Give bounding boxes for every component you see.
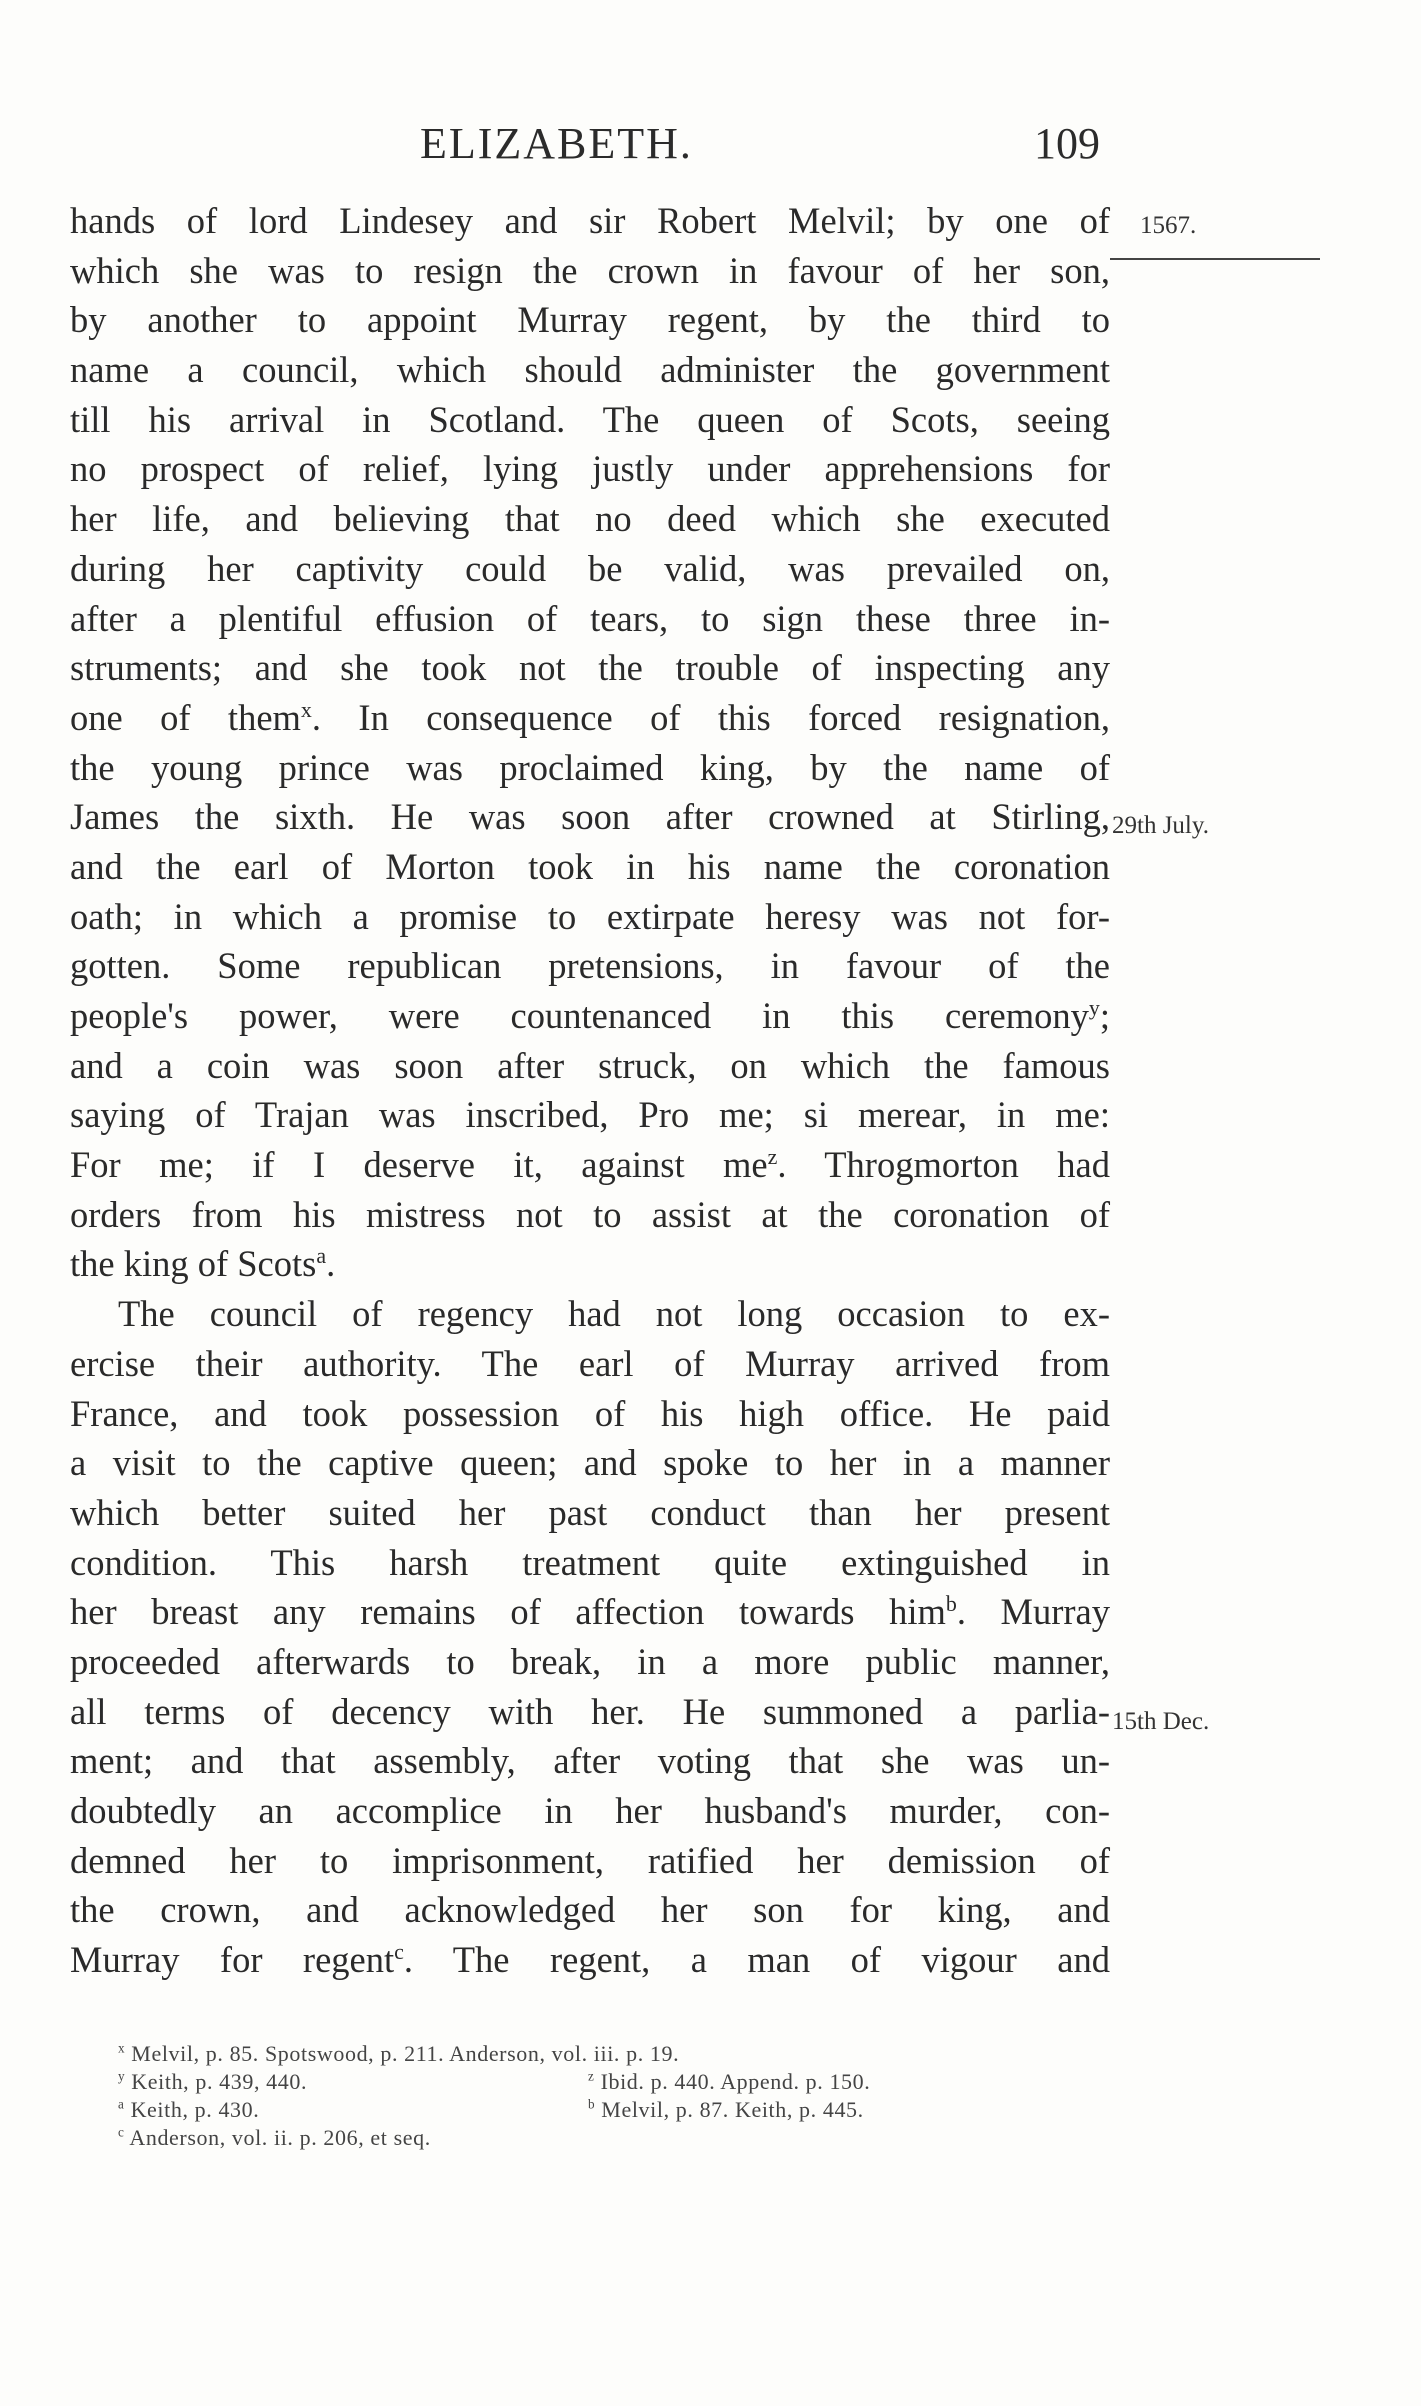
footnote-mark: c xyxy=(118,2124,125,2140)
margin-note-year: 1567. xyxy=(1140,212,1197,239)
line-text-after: . Murray xyxy=(956,1591,1111,1633)
text-line xyxy=(70,1587,1110,1637)
line-text: For me; if I deserve it, against me xyxy=(70,1144,768,1186)
line-text: proceeded afterwards to break, in a more public manner, xyxy=(70,1640,1110,1682)
line-text: oath; in which a promise to extirpate heresy was not for- xyxy=(70,895,1110,937)
footnote-mark: b xyxy=(588,2096,596,2112)
text-line xyxy=(70,246,1110,296)
line-text: ercise their authority. The earl of Murray arrived from xyxy=(70,1342,1110,1384)
line-text: which she was to resign the crown in favour of her son, xyxy=(70,249,1110,291)
line-text-after: ; xyxy=(1099,995,1110,1036)
footnote-text: Keith, p. 430. xyxy=(124,2097,260,2122)
line-text: till his arrival in Scotland. The queen of Scots, seeing xyxy=(70,398,1110,440)
text-line xyxy=(70,991,1110,1041)
line-text: and the earl of Morton took in his name the coronation xyxy=(70,845,1110,887)
footnote-ref: a xyxy=(316,1243,327,1269)
text-line xyxy=(70,1339,1110,1389)
line-text: gotten. Some republican pretensions, in favour of the xyxy=(70,945,1110,987)
line-text: demned her to imprisonment, ratified her demission of xyxy=(70,1839,1110,1881)
footnote xyxy=(118,2040,1118,2068)
text-line xyxy=(70,594,1110,644)
text-line xyxy=(70,494,1110,544)
text-line xyxy=(70,1438,1110,1488)
margin-rule xyxy=(1110,258,1320,260)
footnote-mark: z xyxy=(588,2068,595,2084)
text-line xyxy=(70,1389,1110,1439)
footnote-ref: b xyxy=(945,1591,957,1617)
line-text: her breast any remains of affection towards him xyxy=(70,1591,946,1633)
footnote-text: Melvil, p. 85. Spotswood, p. 211. Anderson, vol. iii. p. 19. xyxy=(125,2041,680,2066)
line-text: no prospect of relief, lying justly under apprehensions for xyxy=(70,448,1110,490)
text-line xyxy=(70,544,1110,594)
line-text-after: . Throgmorton had xyxy=(777,1144,1110,1186)
page-number: 109 xyxy=(1034,119,1100,168)
line-text: people's power, were countenanced in this ceremony xyxy=(70,995,1089,1036)
line-text: by another to appoint Murray regent, by the third to xyxy=(70,299,1110,341)
line-text: doubtedly an accomplice in her husband's murder, con- xyxy=(70,1790,1110,1831)
footnote xyxy=(118,2124,1118,2152)
line-text: the young prince was proclaimed king, by the name of xyxy=(70,746,1110,788)
line-text: her life, and believing that no deed which she executed xyxy=(70,498,1110,540)
text-line xyxy=(70,693,1110,743)
text-line xyxy=(70,1090,1110,1140)
text-line xyxy=(70,1239,1110,1289)
text-line xyxy=(70,196,1110,246)
line-text: France, and took possession of his high office. He paid xyxy=(70,1392,1110,1434)
footnote xyxy=(118,2068,1118,2096)
line-text: struments; and she took not the trouble of inspecting any xyxy=(70,647,1110,689)
line-text: all terms of decency with her. He summoned a parlia- xyxy=(70,1690,1110,1732)
page-header xyxy=(420,118,1100,178)
text-line xyxy=(70,842,1110,892)
body-text xyxy=(70,196,1110,1985)
text-line xyxy=(70,941,1110,991)
line-text: during her captivity could be valid, was prevailed on, xyxy=(70,547,1110,589)
margin-note-date-july: 29th July. xyxy=(1112,812,1209,839)
text-line xyxy=(70,892,1110,942)
line-text-after: . The regent, a man of vigour and xyxy=(403,1939,1110,1981)
text-line xyxy=(70,643,1110,693)
line-text: name a council, which should administer the government xyxy=(70,349,1110,391)
text-line xyxy=(70,395,1110,445)
footnote-text: Melvil, p. 87. Keith, p. 445. xyxy=(595,2097,864,2122)
text-line xyxy=(70,1289,1110,1339)
line-text: and a coin was soon after struck, on which the famous xyxy=(70,1044,1110,1086)
footnote-mark: a xyxy=(118,2096,125,2112)
footnote-ref: c xyxy=(394,1938,404,1964)
footnote-ref: z xyxy=(767,1143,778,1169)
running-title: ELIZABETH. xyxy=(420,119,693,168)
text-line xyxy=(70,1687,1110,1737)
line-text: saying of Trajan was inscribed, Pro me; si merear, in me: xyxy=(70,1094,1110,1136)
line-text-after: . In consequence of this forced resignation, xyxy=(311,696,1110,738)
text-line xyxy=(70,1637,1110,1687)
footnote-text: Ibid. p. 440. Append. p. 150. xyxy=(594,2069,871,2094)
line-text: one of them xyxy=(70,696,301,738)
line-text: the crown, and acknowledged her son for king, and xyxy=(70,1889,1110,1931)
text-line xyxy=(70,444,1110,494)
text-line xyxy=(70,1736,1110,1786)
line-text: hands of lord Lindesey and sir Robert Melvil; by one of xyxy=(70,200,1110,241)
footnote-ref: y xyxy=(1088,994,1100,1020)
line-text: ment; and that assembly, after voting that she was un- xyxy=(70,1740,1110,1782)
footnote-text: Anderson, vol. ii. p. 206, et seq. xyxy=(124,2125,431,2150)
footnote-text: Keith, p. 439, 440. xyxy=(125,2069,308,2094)
line-text-after: . xyxy=(326,1243,336,1285)
text-line xyxy=(70,1935,1110,1985)
text-line xyxy=(70,1140,1110,1190)
footnote xyxy=(118,2096,1118,2124)
text-line xyxy=(70,743,1110,793)
footnote-mark: x xyxy=(118,2040,126,2056)
text-line xyxy=(70,345,1110,395)
margin-note-date-dec: 15th Dec. xyxy=(1112,1708,1210,1735)
text-line xyxy=(70,1488,1110,1538)
line-text: which better suited her past conduct than her present xyxy=(70,1491,1110,1533)
text-line xyxy=(70,1786,1110,1836)
line-text: a visit to the captive queen; and spoke to her in a manner xyxy=(70,1442,1110,1484)
text-line xyxy=(70,295,1110,345)
line-text: The council of regency had not long occasion to ex- xyxy=(118,1293,1110,1335)
line-text: orders from his mistress not to assist at the coronation of xyxy=(70,1193,1110,1235)
text-line xyxy=(70,1885,1110,1935)
line-text: condition. This harsh treatment quite extinguished in xyxy=(70,1541,1110,1583)
text-line xyxy=(70,1190,1110,1240)
footnote-mark: y xyxy=(118,2068,126,2084)
footnote-ref: x xyxy=(300,696,312,722)
text-line xyxy=(70,792,1110,842)
line-text: the king of Scots xyxy=(70,1243,317,1285)
line-text: after a plentiful effusion of tears, to sign these three in- xyxy=(70,597,1110,639)
footnotes xyxy=(118,2040,1118,2152)
line-text: James the sixth. He was soon after crowned at Stirling, xyxy=(70,796,1110,838)
text-line xyxy=(70,1538,1110,1588)
line-text: Murray for regent xyxy=(70,1939,395,1981)
text-line xyxy=(70,1041,1110,1091)
text-line xyxy=(70,1836,1110,1886)
